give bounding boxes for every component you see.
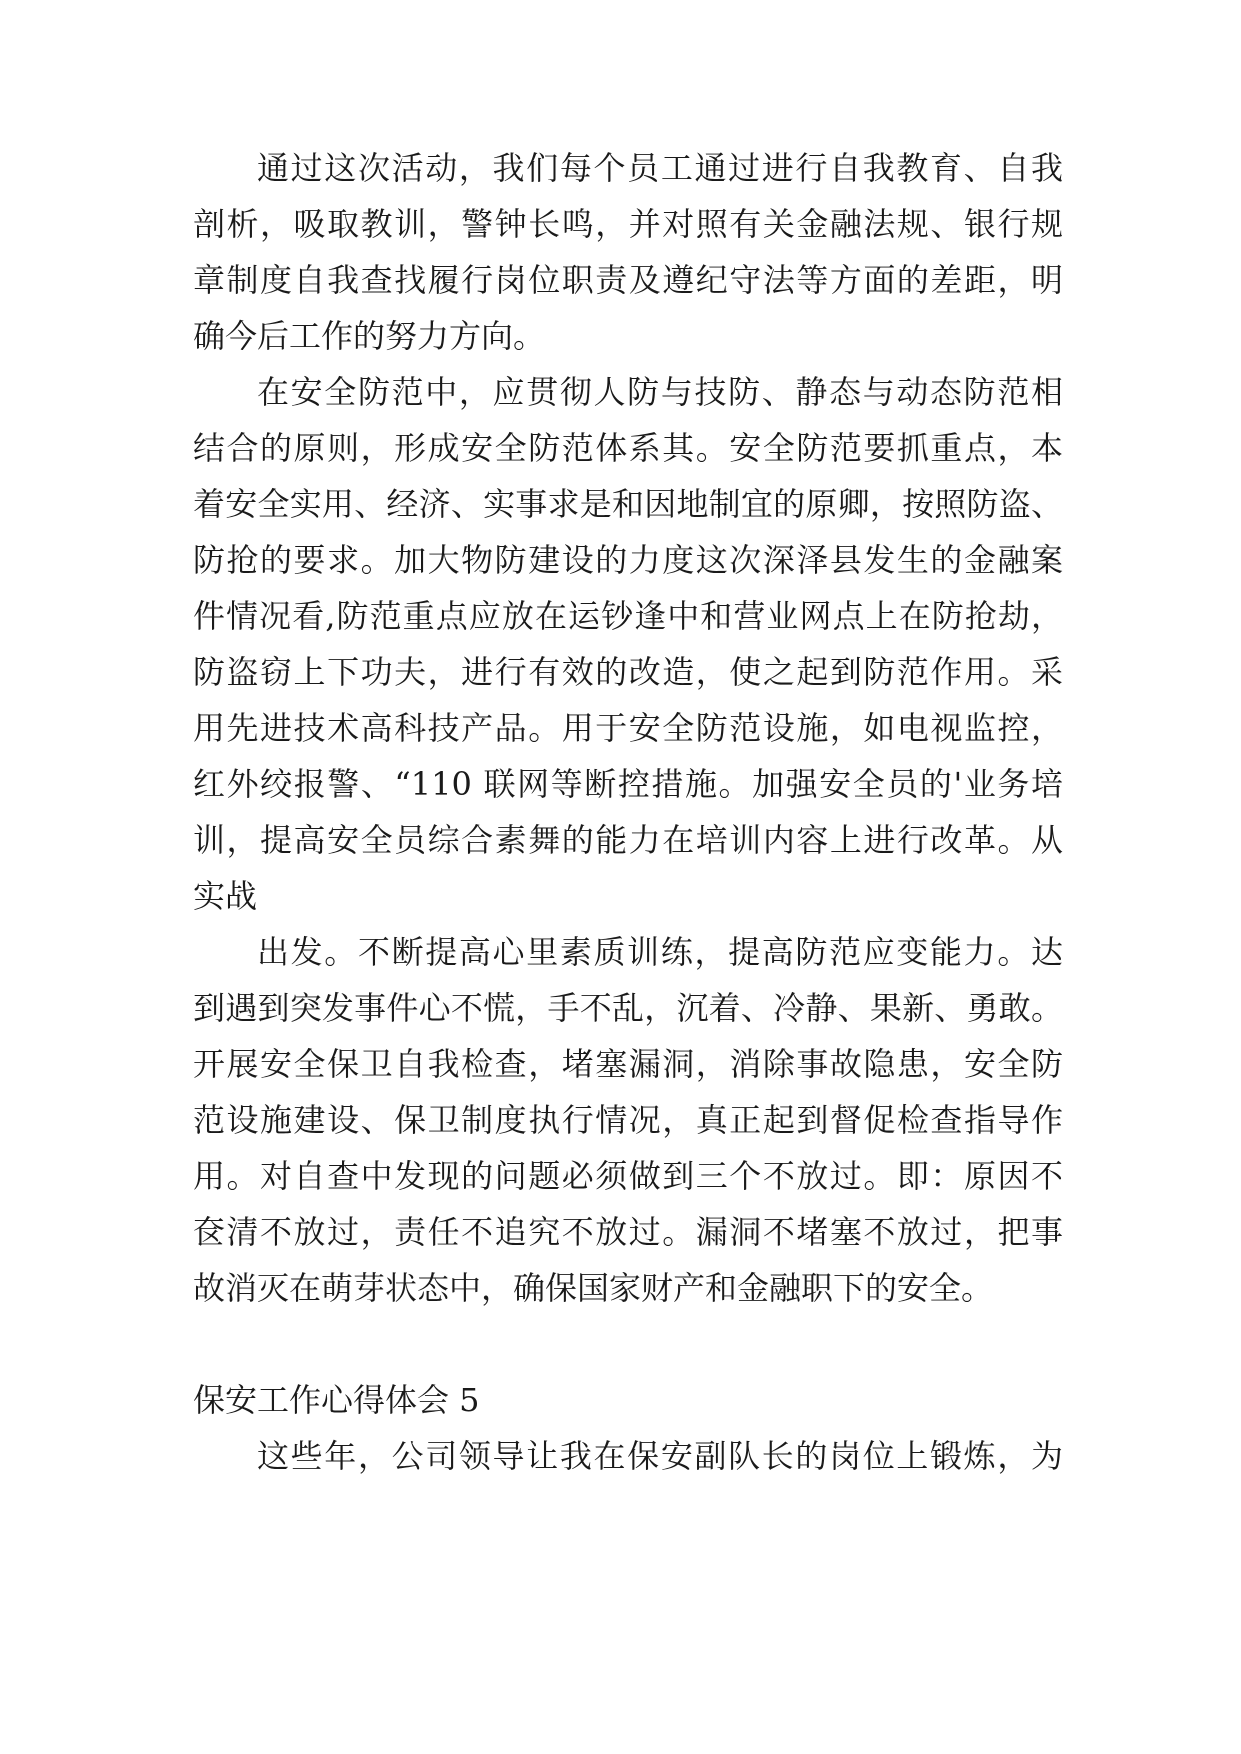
paragraph-3-line-5: 用。对自查中发现的问题必须做到三个不放过。即：原因不 — [193, 1157, 1063, 1195]
paragraph-2-line-2: 结合的原则，形成安全防范体系其。安全防范要抓重点，本 — [193, 429, 1063, 467]
paragraph-2-line-5: 件情况看,防范重点应放在运钞逢中和营业网点上在防抢劫， — [193, 597, 1063, 635]
paragraph-3-line-7: 故消灭在萌芽状态中，确保国家财产和金融职下的安全。 — [193, 1269, 994, 1307]
paragraph-2-line-8: 红外绞报警、“110 联网等断控措施。加强安全员的'业务培 — [193, 765, 1063, 803]
paragraph-3-line-6: 奁清不放过，责任不追究不放过。漏洞不堵塞不放过，把事 — [193, 1213, 1063, 1251]
paragraph-4-line-1: 这些年，公司领导让我在保安副队长的岗位上锻炼，为 — [257, 1437, 1063, 1475]
paragraph-3-line-1: 出发。不断提高心里素质训练，提高防范应变能力。达 — [257, 933, 1063, 971]
section-heading: 保安工作心得体会 5 — [193, 1381, 480, 1419]
paragraph-2-line-6: 防盗窃上下功夫，进行有效的改造，使之起到防范作用。采 — [193, 653, 1063, 691]
paragraph-2-line-10: 实战 — [193, 877, 258, 915]
paragraph-3-line-3: 开展安全保卫自我检查，堵塞漏洞，消除事故隐患，安全防 — [193, 1045, 1063, 1083]
paragraph-2-line-9: 训，提高安全员综合素舞的能力在培训内容上进行改革。从 — [193, 821, 1063, 859]
paragraph-2-line-7: 用先进技术高科技产品。用于安全防范设施，如电视监控， — [193, 709, 1063, 747]
paragraph-2-line-4: 防抢的要求。加大物防建设的力度这次深泽县发生的金融案 — [193, 541, 1063, 579]
paragraph-1-line-3: 章制度自我查找履行岗位职责及遵纪守法等方面的差距，明 — [193, 261, 1063, 299]
paragraph-2-line-1: 在安全防范中，应贯彻人防与技防、静态与动态防范相 — [257, 373, 1063, 411]
paragraph-1-line-1: 通过这次活动，我们每个员工通过进行自我教育、自我 — [257, 149, 1063, 187]
paragraph-1-line-4: 确今后工作的努力方向。 — [193, 317, 546, 355]
paragraph-3-line-2: 到遇到突发事件心不慌，手不乱，沉着、冷静、果新、勇敢。 — [193, 989, 1063, 1027]
paragraph-3-line-4: 范设施建设、保卫制度执行情况，真正起到督促检查指导作 — [193, 1101, 1063, 1139]
paragraph-2-line-3: 着安全实用、经济、实事求是和因地制宜的原卿，按照防盗、 — [193, 485, 1063, 523]
paragraph-1-line-2: 剖析，吸取教训，警钟长鸣，并对照有关金融法规、银行规 — [193, 205, 1063, 243]
